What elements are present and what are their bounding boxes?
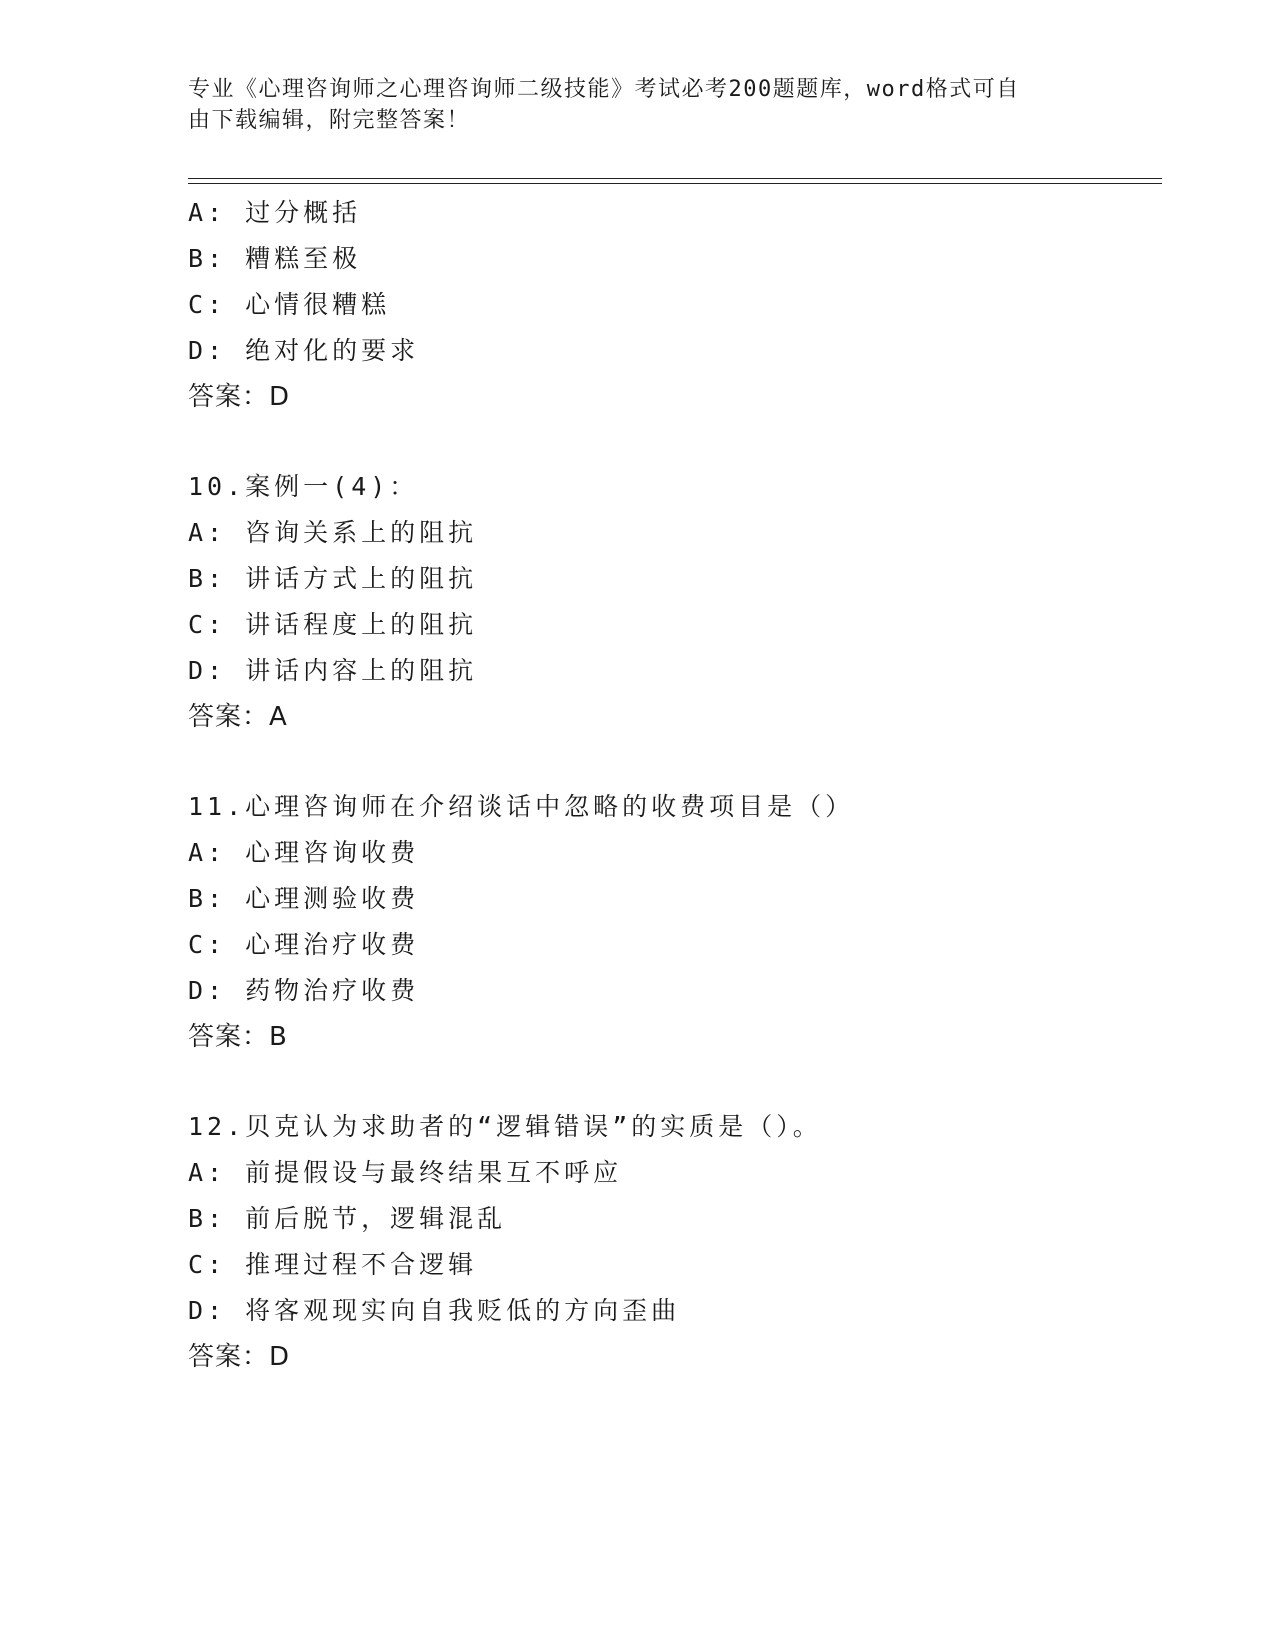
option-a: A: 前提假设与最终结果互不呼应 [188, 1158, 623, 1187]
option-d: D: 讲话内容上的阻抗 [188, 656, 478, 685]
question-text: 12.贝克认为求助者的“逻辑错误”的实质是（）。 [188, 1112, 822, 1141]
option-b: B: 讲话方式上的阻抗 [188, 564, 478, 593]
option-c: C: 心理治疗收费 [188, 930, 420, 959]
answer-line: 答案：B [188, 1022, 288, 1052]
question-block-9 [188, 190, 1148, 420]
option-c: C: 心情很糟糕 [188, 290, 391, 319]
question-block-11 [188, 784, 1148, 1060]
question-block-12 [188, 1104, 1148, 1380]
spacer [188, 420, 1148, 464]
header-line-2: 由下载编辑，附完整答案！ [188, 108, 471, 133]
question-text: 11.心理咨询师在介绍谈话中忽略的收费项目是（） [188, 792, 855, 821]
option-c: C: 推理过程不合逻辑 [188, 1250, 478, 1279]
spacer [188, 740, 1148, 784]
question-list [188, 190, 1148, 1380]
document-header [188, 74, 1068, 136]
question-text: 10.案例一(4)： [188, 472, 419, 501]
option-b: B: 糟糕至极 [188, 244, 362, 273]
answer-line: 答案：A [188, 702, 288, 732]
option-b: B: 心理测验收费 [188, 884, 420, 913]
option-a: A: 心理咨询收费 [188, 838, 420, 867]
answer-line: 答案：D [188, 382, 291, 412]
header-divider-bottom [188, 183, 1162, 184]
question-block-10 [188, 464, 1148, 740]
option-d: D: 将客观现实向自我贬低的方向歪曲 [188, 1296, 681, 1325]
answer-line: 答案：D [188, 1342, 291, 1372]
header-divider-top [188, 178, 1162, 179]
option-d: D: 药物治疗收费 [188, 976, 420, 1005]
option-d: D: 绝对化的要求 [188, 336, 420, 365]
spacer [188, 1060, 1148, 1104]
option-b: B: 前后脱节，逻辑混乱 [188, 1204, 507, 1233]
option-a: A: 过分概括 [188, 198, 362, 227]
option-a: A: 咨询关系上的阻抗 [188, 518, 478, 547]
option-c: C: 讲话程度上的阻抗 [188, 610, 478, 639]
header-line-1: 专业《心理咨询师之心理咨询师二级技能》考试必考200题题库，word格式可自 [188, 77, 1020, 102]
